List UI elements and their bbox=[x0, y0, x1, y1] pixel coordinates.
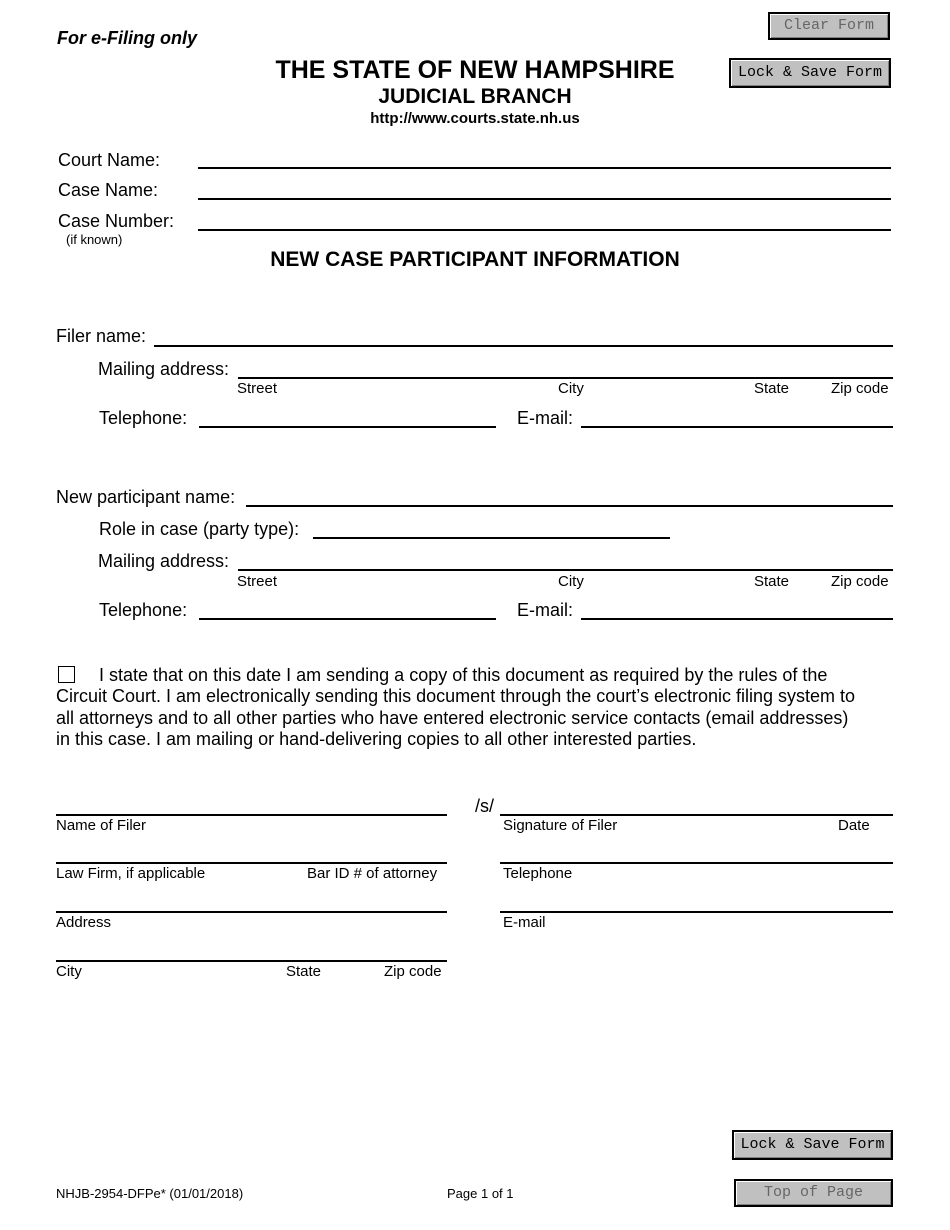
city-caption: City bbox=[56, 963, 82, 980]
lock-save-form-button-bottom[interactable]: Lock & Save Form bbox=[732, 1130, 893, 1160]
role-field[interactable] bbox=[313, 537, 670, 539]
filer-mailing-field[interactable] bbox=[238, 377, 893, 379]
name-of-filer-field[interactable] bbox=[56, 814, 447, 816]
if-known-note: (if known) bbox=[66, 232, 123, 247]
signature-caption: Signature of Filer bbox=[503, 817, 618, 834]
filer-email-field[interactable] bbox=[581, 426, 893, 428]
page-number: Page 1 of 1 bbox=[447, 1186, 514, 1201]
filer-zip-caption: Zip code bbox=[831, 380, 889, 397]
court-url: http://www.courts.state.nh.us bbox=[370, 110, 580, 127]
filer-state-caption: State bbox=[754, 380, 790, 397]
address-field[interactable] bbox=[56, 911, 447, 913]
case-number-label: Case Number: bbox=[58, 211, 175, 231]
certification-line-4: in this case. I am mailing or hand-delivering copies to all other interested parties. bbox=[56, 729, 697, 749]
participant-mailing-field[interactable] bbox=[238, 569, 893, 571]
filer-email-label: E-mail: bbox=[517, 408, 574, 428]
clear-form-button[interactable]: Clear Form bbox=[768, 12, 890, 40]
state-caption: State bbox=[286, 963, 322, 980]
address-caption: Address bbox=[56, 914, 112, 931]
filer-telephone-field[interactable] bbox=[199, 426, 496, 428]
branch-title: JUDICIAL BRANCH bbox=[378, 85, 572, 108]
signature-email-caption: E-mail bbox=[503, 914, 546, 931]
signature-field[interactable] bbox=[500, 814, 893, 816]
form-title: NEW CASE PARTICIPANT INFORMATION bbox=[270, 248, 680, 271]
certification-line-1: I state that on this date I am sending a copy of this document as required by the rules of the bbox=[99, 665, 828, 685]
signature-email-field[interactable] bbox=[500, 911, 893, 913]
certification-line-3: all attorneys and to all other parties who have entered electronic service contacts (email addresses) bbox=[56, 708, 849, 728]
bar-id-caption: Bar ID # of attorney bbox=[307, 865, 438, 882]
participant-mailing-label: Mailing address: bbox=[98, 551, 230, 571]
participant-name-label: New participant name: bbox=[56, 487, 236, 507]
filer-name-label: Filer name: bbox=[56, 326, 147, 346]
participant-city-caption: City bbox=[558, 573, 584, 590]
participant-name-field[interactable] bbox=[246, 505, 893, 507]
participant-email-field[interactable] bbox=[581, 618, 893, 620]
participant-state-caption: State bbox=[754, 573, 790, 590]
zip-caption: Zip code bbox=[384, 963, 442, 980]
case-name-label: Case Name: bbox=[58, 180, 159, 200]
participant-street-caption: Street bbox=[237, 573, 278, 590]
date-caption: Date bbox=[838, 817, 870, 834]
filer-name-field[interactable] bbox=[154, 345, 893, 347]
certification-checkbox[interactable] bbox=[58, 666, 75, 683]
top-of-page-button[interactable]: Top of Page bbox=[734, 1179, 893, 1207]
case-name-field[interactable] bbox=[198, 198, 891, 200]
law-firm-caption: Law Firm, if applicable bbox=[56, 865, 206, 882]
filer-mailing-label: Mailing address: bbox=[98, 359, 230, 379]
signature-telephone-field[interactable] bbox=[500, 862, 893, 864]
signature-telephone-caption: Telephone bbox=[503, 865, 573, 882]
court-name-field[interactable] bbox=[198, 167, 891, 169]
participant-telephone-field[interactable] bbox=[199, 618, 496, 620]
lock-save-form-button-top[interactable]: Lock & Save Form bbox=[729, 58, 891, 88]
form-id: NHJB-2954-DFPe* (01/01/2018) bbox=[56, 1186, 244, 1201]
participant-email-label: E-mail: bbox=[517, 600, 574, 620]
participant-zip-caption: Zip code bbox=[831, 573, 889, 590]
filer-city-caption: City bbox=[558, 380, 584, 397]
state-title: THE STATE OF NEW HAMPSHIRE bbox=[275, 56, 675, 84]
participant-telephone-label: Telephone: bbox=[99, 600, 188, 620]
filer-street-caption: Street bbox=[237, 380, 278, 397]
slash-s-mark: /s/ bbox=[475, 796, 495, 816]
law-firm-field[interactable] bbox=[56, 862, 447, 864]
court-name-label: Court Name: bbox=[58, 150, 161, 170]
certification-line-2: Circuit Court. I am electronically sending this document through the court’s electronic filing system to bbox=[56, 686, 856, 706]
city-state-zip-field[interactable] bbox=[56, 960, 447, 962]
name-of-filer-caption: Name of Filer bbox=[56, 817, 147, 834]
case-number-field[interactable] bbox=[198, 229, 891, 231]
efiling-note: For e-Filing only bbox=[57, 28, 197, 48]
filer-telephone-label: Telephone: bbox=[99, 408, 188, 428]
role-label: Role in case (party type): bbox=[99, 519, 300, 539]
